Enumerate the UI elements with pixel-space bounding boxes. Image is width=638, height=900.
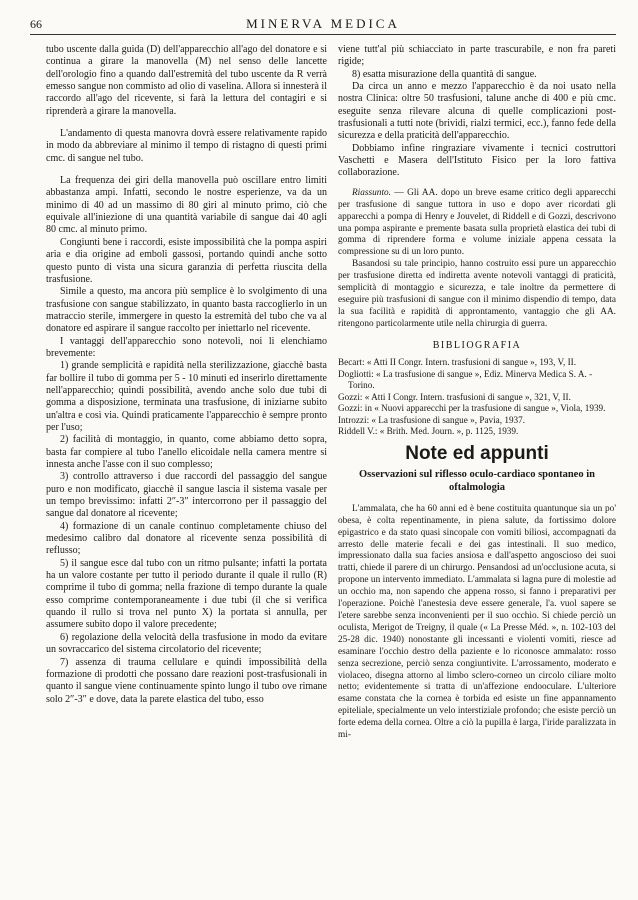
bib-entry: Introzzi: « La trasfusione di sangue », Pavia, 1937.: [338, 414, 526, 425]
paragraph: viene tutt'al più schiacciato in parte trascurabile, e non fra pareti rigide;: [338, 44, 616, 68]
journal-title: MINERVA MEDICA: [246, 16, 400, 31]
list-item: 4) formazione di un canale continuo completamente chiuso del medesimo calibro dal donatore al ricevente senza possibilità di reflusso;: [46, 520, 327, 557]
bib-entry: Gozzi: « Atti I Congr. Intern. trasfusioni di sangue », 321, V, II.: [338, 391, 571, 402]
summary: [338, 188, 616, 259]
bib-entry: Dogliotti: « La trasfusione di sangue », Ediz. Minerva Medica S. A. - Torino.: [338, 368, 593, 390]
list-item: 6) regolazione della velocità della trasfusione in modo da evitare un sovraccarico del sistema circolatorio del ricevente;: [46, 631, 327, 656]
bib-entry: Becart: « Atti II Congr. Intern. trasfusioni di sangue », 193, V, II.: [338, 357, 576, 367]
list-item: 1) grande semplicità e rapidità nella sterilizzazione, giacchè basta far bollire il tubo di gomma per 5 - 10 minuti ed inserirlo direttamente nell'apparecchio; quindi possibilità, avendo anche solo due tubi di gomma a disposizione, terminata una trasfusione, di iniziarne subito un'altra e così via. Quindi praticamente l'apparecchio è sempre pronto per l'uso;: [46, 360, 327, 433]
bib-entry: Riddell V.: « Brith. Med. Journ. », p. 1125, 1939.: [338, 426, 519, 436]
list-item: 3) controllo attraverso i due raccordi del passaggio del sangue puro e non modificato, giacchè il sangue lascia il sistema vasale per un tempo brevissimo: infatti 2″-3″ intercorrono per il passaggio del sangue dal donatore al ricevente;: [46, 471, 327, 520]
bib-entry: Gozzi: in « Nuovi apparecchi per la trasfusione di sangue », Viola, 1939.: [338, 403, 606, 413]
article-title: Osservazioni sul riflesso oculo-cardiaco spontaneo in oftalmologia: [359, 468, 595, 493]
paragraph: Dobbiamo infine ringraziare vivamente i tecnici costruttori Vaschetti e Masera dell'Istituto Fisico per la loro fattiva collaborazione.: [338, 142, 616, 179]
paragraph: Simile a questo, ma ancora più semplice è lo svolgimento di una trasfusione con sangue stabilizzato, in quanto basta raccoglierlo in un matraccio sterile, immergere in questo la estremità del tubo che va al donatore ed aspirare il sangue raccolto per iniettarlo nel ricevente.: [46, 286, 327, 335]
running-header: [30, 14, 616, 35]
right-column: [338, 44, 616, 742]
paragraph: Da circa un anno e mezzo l'apparecchio è da noi usato nella nostra Clinica: oltre 50 trasfusioni, talune anche di 400 e più cmc. eseguite senza rilevare alcuna di quelle complicazioni post-trasfusionali a tutti note (brividi, rialzi termici, ecc.), fanno fede della sicurezza e della praticità dell'apparecchio.: [338, 81, 616, 142]
paragraph: L'andamento di questa manovra dovrà essere relativamente rapido in modo da abbreviare al minimo il tempo di ristagno di questi primi cmc. di sangue nel tubo.: [46, 128, 327, 164]
section-title: Note ed appunti: [405, 442, 549, 464]
summary-label: Riassunto.: [352, 187, 391, 198]
left-column: [46, 44, 327, 706]
summary-continued: Basandosi su tale principio, hanno costruito essi pure un apparecchio per trasfusione diretta ed indiretta avente notevoli vantaggi di praticità, semplicità di montaggio e sicurezza, e tale inoltre da permettere di eseguire più trasfusioni di sangue con il minimo dispendio di tempo, data la sua facilità e rapidità di approntamento, vantaggio che gli AA. ritengono particolarmente utile nella chirurgia di guerra.: [338, 259, 616, 329]
summary-text: — Gli AA. dopo un breve esame critico degli apparecchi per trasfusione di sangue tuttora in uso e dopo aver ricordati gli apparecchi a pompa di Henry e Jouvelet, di Riddell e di Gozzi, descrivono una pompa aspirante e premente basata sulla proprietà elastica dei tubi di gomma di riprendere forma e volume iniziale appena cessata la compressione su di un loro punto.: [338, 187, 616, 258]
paragraph: Congiunti bene i raccordi, esiste impossibilità che la pompa aspiri aria e dia origine ad emboli gassosi, portando quindi anche sotto questo punto di vista una sicura garanzia di perfetta riuscita della trasfusione.: [46, 236, 327, 285]
paragraph: tubo uscente dalla guida (D) dell'apparecchio all'ago del donatore e si continua a girare la manovella (M) nel senso delle lancette dell'orologio fino a quando dall'estremità del tubo uscente da R verrà emesso sangue non commisto ad olio di vaselina. Allora si innesterà il raccordo all'ago del ricevente, si farà la lettura del contagiri e si riprenderà a girare la manovella.: [46, 44, 327, 117]
list-item: 7) assenza di trauma cellulare e quindi impossibilità della formazione di prodotti che possano dare reazioni post-trasfusionali in quanto il sangue viene continuamente spinto lungo il tubo ove rimane solo 2″-3″ e dove, data la parete elastica del tubo, esso: [46, 656, 327, 705]
bibliography: [338, 357, 616, 438]
list-item: 2) facilità di montaggio, in quanto, come abbiamo detto sopra, basta far compiere al tubo l'anello elicoidale nella camera mentre si innesta anche l'asse con il suo complesso;: [46, 434, 327, 470]
paragraph: I vantaggi dell'apparecchio sono notevoli, noi li elenchiamo brevemente:: [46, 335, 327, 359]
bibliography-title: BIBLIOGRAFIA: [432, 339, 522, 351]
page-number: 66: [30, 17, 42, 31]
paragraph: La frequenza dei giri della manovella può oscillare entro limiti abbastanza ampi. Infatti, secondo le nostre esperienze, va da un minimo di 40 ad un massimo di 80 giri al minuto primo, ciò che equivale all'iniezione di una quantità variabile di sangue dai 40 agli 80 cmc. al minuto primo.: [46, 175, 327, 236]
article-body: [338, 504, 616, 742]
list-item: 5) il sangue esce dal tubo con un ritmo pulsante; infatti la portata ha un valore costante per tutto il periodo durante il quale il rullo (R) comprime il tubo di gomma; nella frazione di tempo durante la quale esso comprime contemporaneamente i due tubi (il che si verifica quando il rullo si trova nel punto X) la portata si annulla, per assumere subito dopo il valore precedente;: [46, 557, 327, 631]
paragraph: L'ammalata, che ha 60 anni ed è bene costituita quantunque sia un po' obesa, è colta repentinamente, in piena salute, da fortissimo dolore epigastrico e da stato quasi sincopale con vomiti biliosi, accompagnati da arresto delle materie fecali e dei gas intestinali. Il suo medico, impressionato dalla sua facies ansiosa e dall'aspetto angoscioso dei suoi tratti, chiede il parere di un chirurgo. Pensandosi ad un'occlusione acuta, si propone un intervento immediato. L'ammalata si lagna pure di molestie ad un occhio ma, non sapendo che appena rosso, si fanno i preparativi per l'operazione. Poichè l'anestesia deve essere generale, l'a. vuol sapere se l'etere sarebbe senza inconvenienti per il suo occhio. Si chiede perciò un oculista, Merigot de Treigny, il quale (« La Presse Méd. », n. 102-103 del 25-28 dic. 1940) nonostante gli incessanti e violenti vomiti, riesce ad esaminare l'occhio destro della paziente e lo riconosce ammalato: rosso senza secrezione, perciò senza congiuntivite. L'arrossamento, moderato e violaceo, disegna attorno al limbo sclero-corneo un circolo ciliare molto netto; evidentemente si tratta di un'affezione endooculare. L'ulteriore esame constata che la cornea è torbida ed esiste un fine appannamento epiteliale, specialmente un velo interstiziale profondo; che esiste perciò un forte edema della cornea. Oltre a ciò la pupilla è larga, l'iride paralizzata in mi-: [338, 503, 616, 741]
list-item: 8) esatta misurazione della quantità di sangue.: [352, 68, 537, 80]
